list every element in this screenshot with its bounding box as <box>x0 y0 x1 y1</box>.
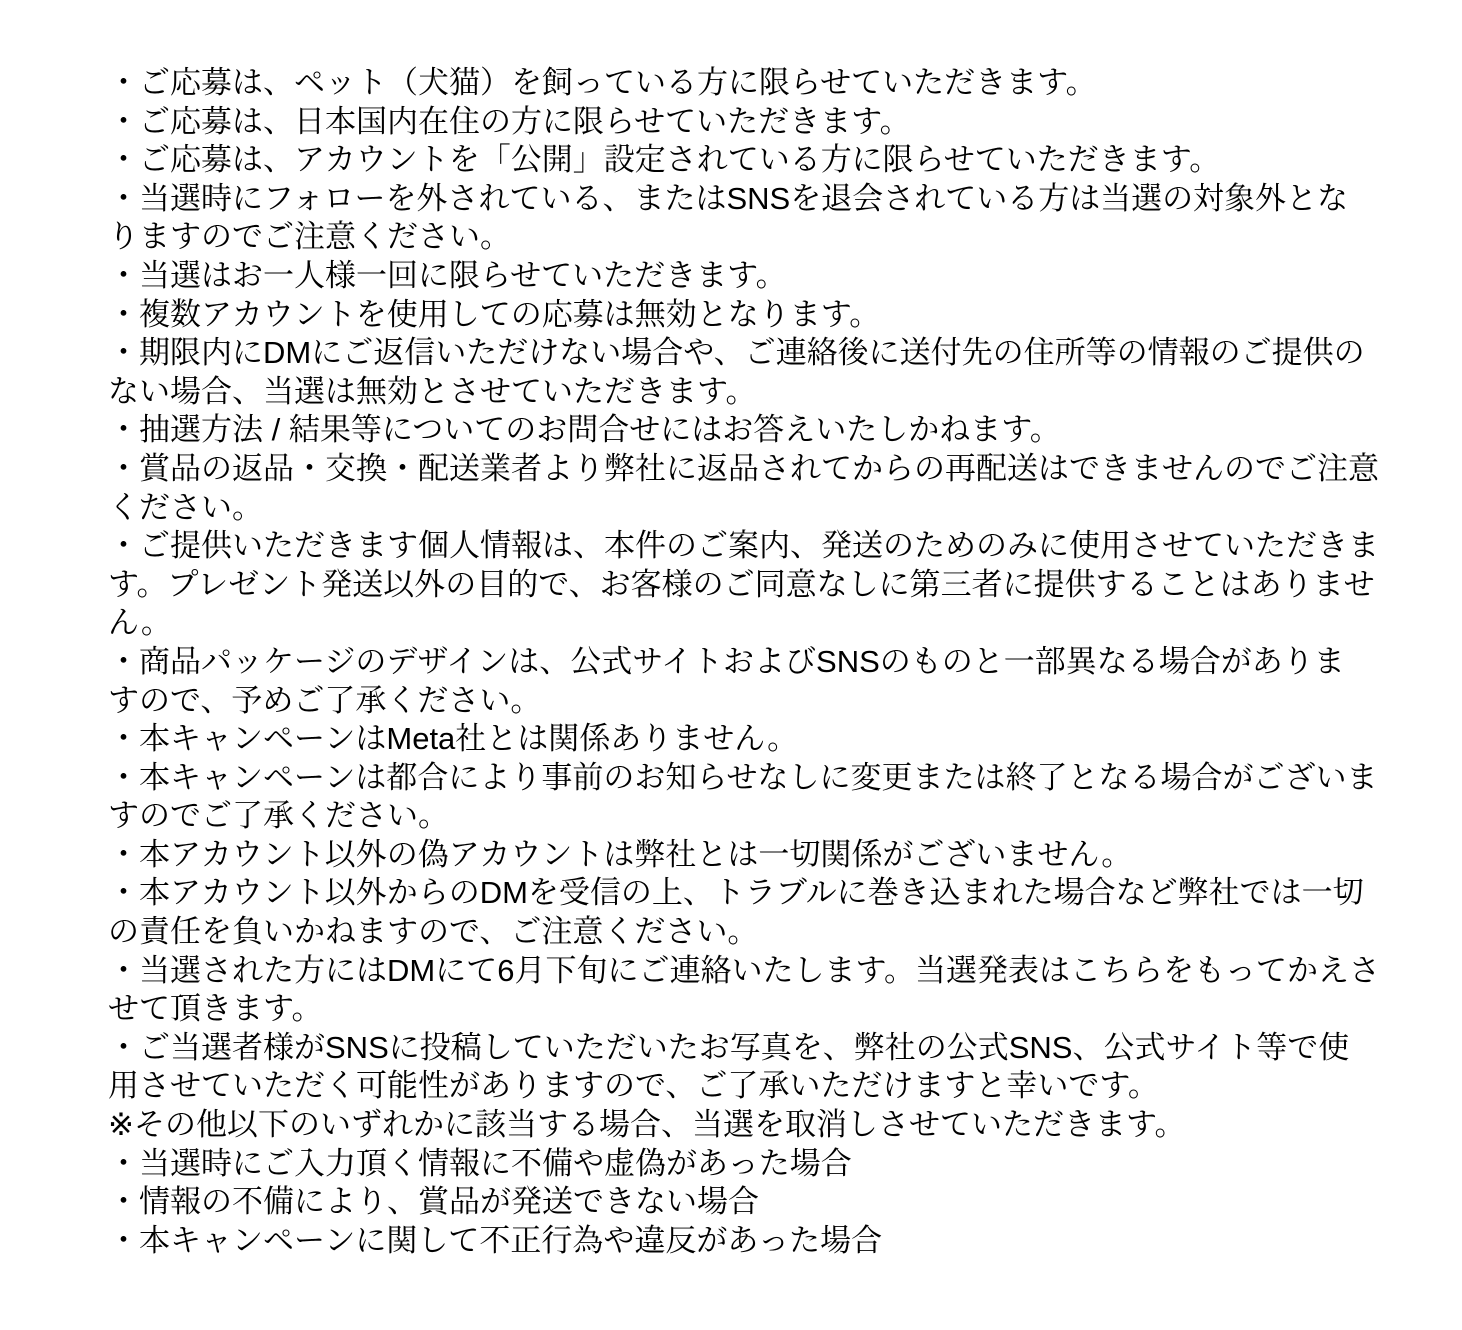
terms-line: ・抽選方法 / 結果等についてのお問合せにはお答えいたしかねます。 <box>108 412 1061 448</box>
terms-line: すので、予めご了承ください。 <box>108 682 542 718</box>
terms-line: りますのでご注意ください。 <box>108 219 511 255</box>
terms-line: ・複数アカウントを使用しての応募は無効となります。 <box>108 296 881 332</box>
terms-line: ※その他以下のいずれかに該当する場合、当選を取消しさせていただきます。 <box>108 1107 1186 1143</box>
terms-line: ・当選時にフォローを外されている、またはSNSを退会されている方は当選の対象外とな <box>108 180 1349 216</box>
terms-line: ・期限内にDMにご返信いただけない場合や、ご連絡後に送付先の住所等の情報のご提供の <box>108 335 1365 371</box>
terms-line: ・本キャンペーンは都合により事前のお知らせなしに変更または終了となる場合がございま <box>108 759 1378 795</box>
terms-line: ・ご応募は、ペット（犬猫）を飼っている方に限らせていただきます。 <box>108 65 1097 100</box>
terms-line: ない場合、当選は無効とさせていただきます。 <box>108 373 757 409</box>
terms-line: すのでご了承ください。 <box>108 798 449 834</box>
terms-line: ・ご応募は、日本国内在住の方に限らせていただきます。 <box>108 103 911 139</box>
terms-line: ・ご提供いただきます個人情報は、本件のご案内、発送のためのみに使用させていただきま <box>108 528 1379 564</box>
terms-line: ・本アカウント以外の偽アカウントは弊社とは一切関係がございません。 <box>108 836 1133 872</box>
terms-line: ・当選された方にはDMにて6月下旬にご連絡いたします。当選発表はこちらをもってかえさ <box>108 952 1380 988</box>
terms-line: ・当選はお一人様一回に限らせていただきます。 <box>108 257 787 293</box>
terms-line: ・ご応募は、アカウントを「公開」設定されている方に限らせていただきます。 <box>108 142 1221 178</box>
terms-line: ん。 <box>108 605 172 641</box>
terms-line: ・ご当選者様がSNSに投稿していただいたお写真を、弊社の公式SNS、公式サイト等で使 <box>108 1029 1350 1065</box>
terms-line: ・本キャンペーンに関して不正行為や違反があった場合 <box>108 1222 883 1258</box>
campaign-terms-text <box>108 64 1398 1260</box>
terms-line: の責任を負いかねますので、ご注意ください。 <box>108 914 759 950</box>
terms-line: ・情報の不備により、賞品が発送できない場合 <box>108 1184 759 1220</box>
terms-line: ・当選時にご入力頂く情報に不備や虚偽があった場合 <box>108 1145 852 1181</box>
terms-line: ・商品パッケージのデザインは、公式サイトおよびSNSのものと一部異なる場合がありま <box>108 643 1345 679</box>
terms-line: 用させていただく可能性がありますので、ご了承いただけますと幸いです。 <box>108 1068 1159 1104</box>
terms-line: ・賞品の返品・交換・配送業者より弊社に返品されてからの再配送はできませんのでご注意 <box>108 450 1379 486</box>
terms-line: せて頂きます。 <box>108 991 323 1027</box>
terms-line: ・本アカウント以外からのDMを受信の上、トラブルに巻き込まれた場合など弊社では一切 <box>108 875 1364 911</box>
terms-line: ください。 <box>108 489 263 525</box>
terms-line: す。プレゼント発送以外の目的で、お客様のご同意なしに第三者に提供することはありませ <box>108 566 1375 602</box>
terms-line: ・本キャンペーンはMeta社とは関係ありません。 <box>108 721 799 757</box>
